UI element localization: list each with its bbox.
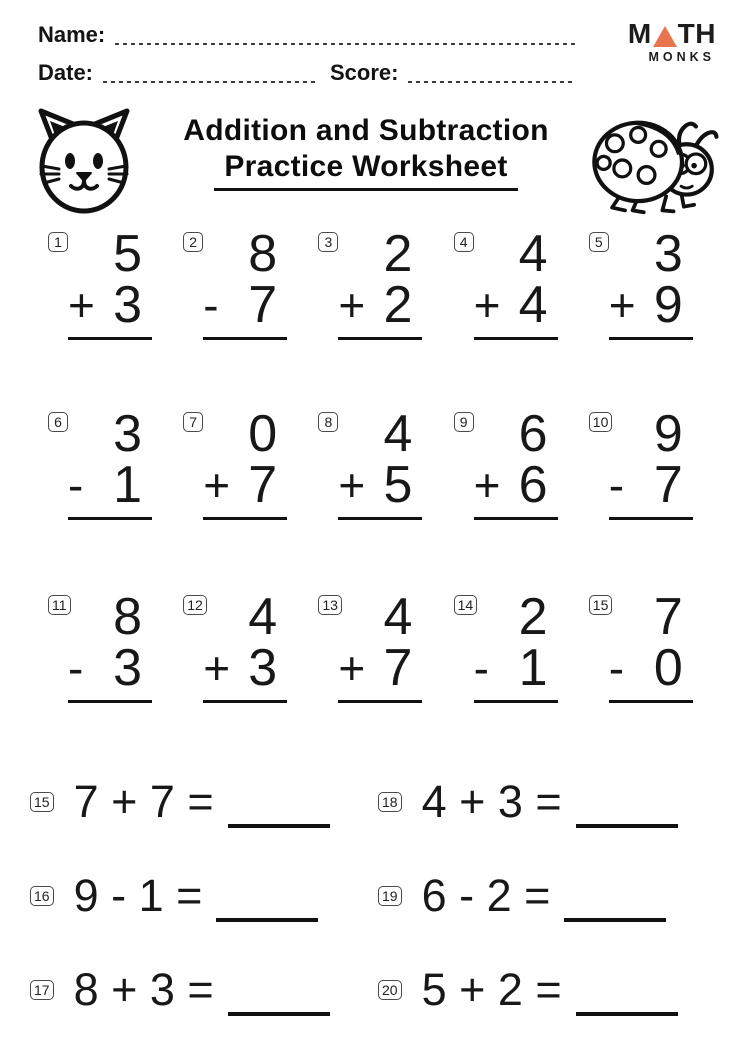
horizontal-problem-19 [378,866,666,926]
operator: - [68,642,84,694]
operator: + [203,642,231,694]
problem-number-badge: 8 [318,412,338,432]
operator: + [338,279,366,331]
answer-blank[interactable] [576,978,678,1016]
name-field-row [38,22,576,48]
bottom-operand: 1 [518,639,548,697]
problem-number-badge: 5 [589,232,609,252]
answer-line[interactable] [609,700,693,703]
bottom-operand: 5 [383,456,413,514]
horizontal-problem-20 [378,960,678,1020]
top-operand: 5 [113,225,142,283]
vertical-problem-6 [34,405,169,528]
logo-wordmark [604,20,716,48]
answer-blank[interactable] [576,790,678,828]
problem-number-badge: 9 [454,412,474,432]
vertical-problem-12 [169,588,304,711]
vertical-problem-14 [440,588,575,711]
bottom-operand: 3 [113,276,142,334]
top-operand: 4 [383,588,413,646]
problem-number-badge: 7 [183,412,203,432]
operator: + [338,459,366,511]
worksheet-title [140,114,592,191]
vertical-problem-1 [34,225,169,348]
top-operand: 0 [248,405,278,463]
answer-line[interactable] [203,517,287,520]
problem-number-badge: 18 [378,792,402,812]
answer-line[interactable] [474,700,558,703]
name-label: Name: [38,22,106,47]
problem-number-badge: 12 [183,595,207,615]
vertical-problems-row-1 [34,225,710,348]
triangle-icon [653,26,677,47]
problem-number-badge: 15 [589,595,613,615]
top-operand: 4 [248,588,278,646]
top-operand: 4 [518,225,548,283]
top-operand: 2 [383,225,413,283]
name-fill-line[interactable] [115,43,576,45]
operator: + [338,642,366,694]
equation-text: 5 + 2 = [421,964,562,1015]
operator: + [473,459,501,511]
top-operand: 6 [518,405,548,463]
date-fill-line[interactable] [103,81,316,83]
problem-number-badge: 15 [30,792,54,812]
answer-line[interactable] [203,700,287,703]
vertical-problem-8 [304,405,439,528]
operator: - [68,459,84,511]
vertical-problem-11 [34,588,169,711]
operator: - [203,279,219,331]
bottom-operand: 6 [518,456,548,514]
vertical-problems-row-3 [34,588,710,711]
answer-line[interactable] [609,337,693,340]
top-operand: 7 [653,588,683,646]
problem-number-badge: 6 [48,412,68,432]
problem-number-badge: 10 [589,412,613,432]
bottom-operand: 7 [653,456,683,514]
vertical-problem-3 [304,225,439,348]
problem-number-badge: 20 [378,980,402,1000]
answer-line[interactable] [474,517,558,520]
answer-line[interactable] [203,337,287,340]
problem-number-badge: 19 [378,886,402,906]
equation-text: 8 + 3 = [73,964,214,1015]
answer-line[interactable] [68,337,152,340]
horizontal-problem-15 [30,772,330,832]
problem-number-badge: 11 [48,595,71,615]
top-operand: 9 [653,405,683,463]
date-label: Date: [38,60,94,85]
equation-text: 6 - 2 = [421,870,551,921]
answer-blank[interactable] [228,790,330,828]
bottom-operand: 1 [113,456,142,514]
bottom-operand: 7 [248,276,278,334]
vertical-problem-15 [575,588,710,711]
bottom-operand: 2 [383,276,413,334]
bottom-operand: 7 [248,456,278,514]
operator: - [473,642,489,694]
vertical-problem-9 [440,405,575,528]
title-line-1: Addition and Subtraction [183,114,549,147]
vertical-problems-row-2 [34,405,710,528]
vertical-problem-2 [169,225,304,348]
answer-blank[interactable] [216,884,318,922]
answer-line[interactable] [338,517,422,520]
problem-number-badge: 3 [318,232,338,252]
operator: + [473,279,501,331]
vertical-problem-13 [304,588,439,711]
problem-number-badge: 14 [454,595,478,615]
equation-text: 9 - 1 = [73,870,203,921]
operator: - [608,459,625,511]
score-label: Score: [330,60,399,85]
answer-line[interactable] [474,337,558,340]
vertical-problem-5 [575,225,710,348]
equation-text: 7 + 7 = [73,776,214,827]
equation-text: 4 + 3 = [421,776,562,827]
problem-number-badge: 13 [318,595,342,615]
top-operand: 8 [248,225,278,283]
answer-line[interactable] [338,337,422,340]
horizontal-problem-16 [30,866,318,926]
logo-letter-m: M [627,18,652,49]
operator: - [608,642,625,694]
vertical-problem-4 [440,225,575,348]
logo-letters-th: TH [677,18,716,49]
math-monks-logo [604,20,716,64]
vertical-problem-7 [169,405,304,528]
cat-icon [28,104,140,216]
bottom-operand: 0 [653,639,683,697]
logo-subtitle: MONKS [648,50,715,64]
top-operand: 4 [383,405,413,463]
answer-line[interactable] [68,517,152,520]
bottom-operand: 9 [653,276,683,334]
horizontal-problem-18 [378,772,678,832]
answer-blank[interactable] [228,978,330,1016]
score-fill-line[interactable] [408,81,576,83]
title-line-2: Practice Worksheet [214,148,517,191]
answer-line[interactable] [609,517,693,520]
problem-number-badge: 1 [48,232,68,252]
horizontal-problem-17 [30,960,330,1020]
bottom-operand: 3 [248,639,278,697]
date-field-row [38,60,316,86]
problem-number-badge: 2 [183,232,203,252]
problem-number-badge: 17 [30,980,54,1000]
top-operand: 3 [113,405,142,463]
operator: + [608,279,636,331]
answer-blank[interactable] [564,884,666,922]
score-field-row [330,60,576,86]
problem-number-badge: 4 [454,232,474,252]
vertical-problem-10 [575,405,710,528]
top-operand: 2 [518,588,548,646]
operator: + [203,459,231,511]
top-operand: 3 [653,225,683,283]
answer-line[interactable] [68,700,152,703]
answer-line[interactable] [338,700,422,703]
problem-number-badge: 16 [30,886,54,906]
top-operand: 8 [113,588,142,646]
ladybug-icon [584,106,724,216]
bottom-operand: 7 [383,639,413,697]
operator: + [68,279,95,331]
bottom-operand: 3 [113,639,142,697]
bottom-operand: 4 [518,276,548,334]
